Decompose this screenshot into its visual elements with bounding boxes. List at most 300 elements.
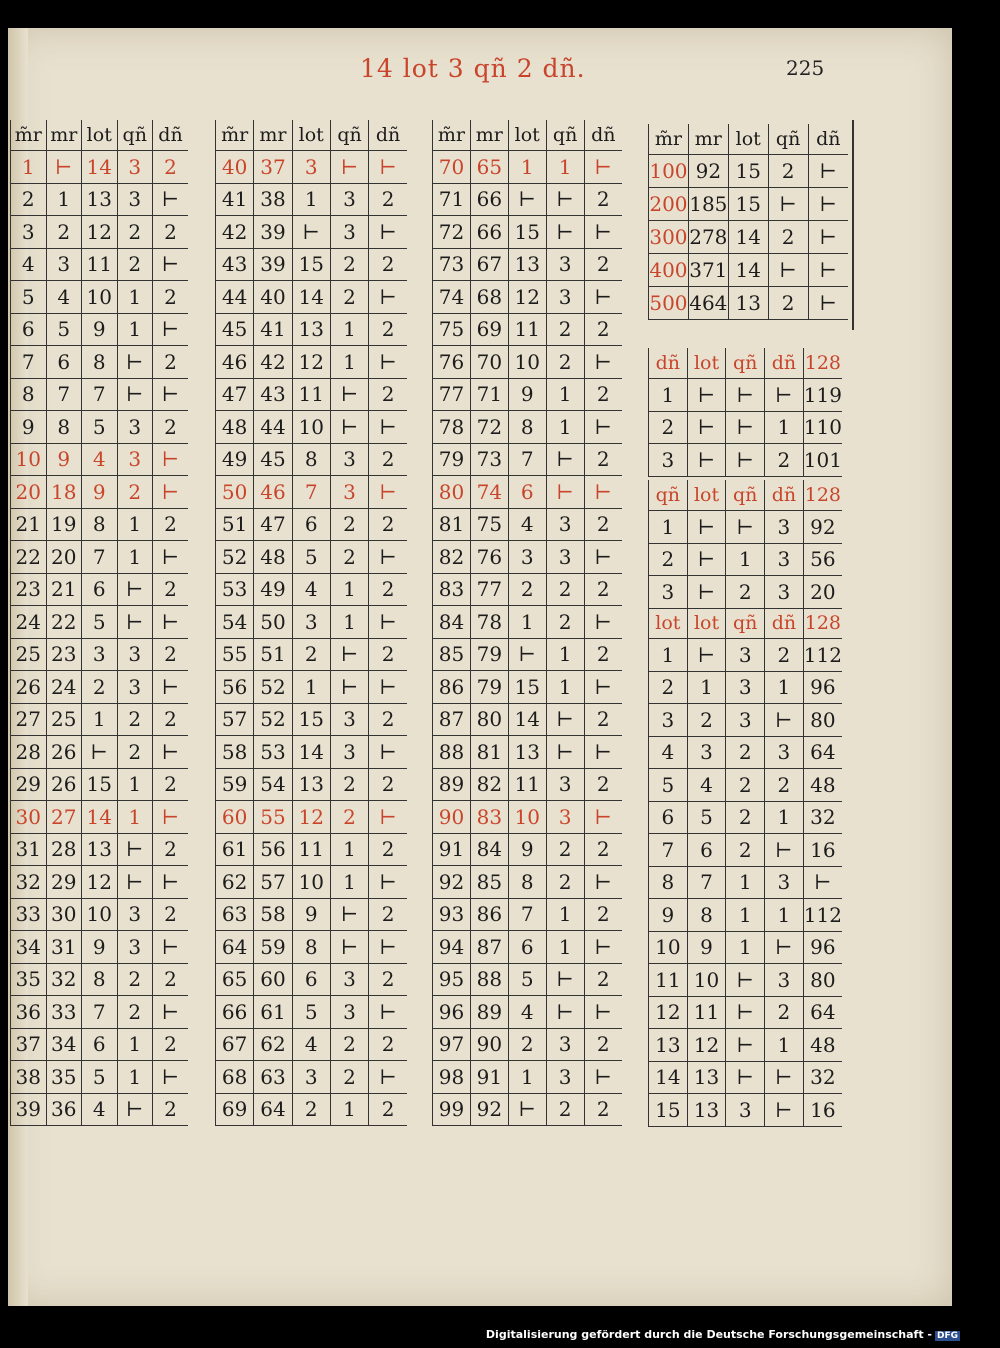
table-row [11,378,189,411]
table-cell: 54 [254,768,292,801]
table-cell: 76 [470,541,508,574]
table-cell: ⊢ [546,183,584,216]
table-row [11,833,189,866]
table-row [11,313,189,346]
table-cell: 2 [153,1093,189,1126]
table-cell: 10 [82,898,118,931]
table-cell: 9 [508,833,546,866]
table-row [433,151,623,184]
table-header-row [649,608,843,639]
table-cell: 90 [433,801,471,834]
table-row [433,1028,623,1061]
table-cell: 2 [330,768,368,801]
table-cell: 3 [765,543,804,576]
table-cell: ⊢ [330,671,368,704]
table-cell: 1 [117,1061,153,1094]
table-row [11,443,189,476]
table-cell: 80 [803,704,842,737]
table-cell: 14 [82,801,118,834]
table-row [433,768,623,801]
table-cell: 22 [11,541,47,574]
table-cell: 3 [117,898,153,931]
table-cell: 1 [117,768,153,801]
table-row [649,221,849,254]
table-cell: 2 [369,1093,407,1126]
table-row [649,736,843,769]
table-cell: 2 [768,155,808,188]
table-cell: 15 [649,1094,688,1127]
table-cell: ⊢ [117,606,153,639]
table-column-2 [215,120,407,1126]
table-cell: ⊢ [153,378,189,411]
table-cell: 2 [584,443,622,476]
table-cell: 2 [584,963,622,996]
column-header: lot [508,120,546,151]
table-cell: ⊢ [153,736,189,769]
table-row [216,1028,408,1061]
table-cell: 7 [11,346,47,379]
table-cell: 7 [508,898,546,931]
table-cell: 12 [292,801,330,834]
table-cell: 3 [330,216,368,249]
table-cell: 47 [216,378,254,411]
table-cell: 8 [687,899,726,932]
table-cell: 83 [433,573,471,606]
table-cell: 85 [433,638,471,671]
table-cell: 15 [292,703,330,736]
column-header: qñ [546,120,584,151]
table-cell: 15 [508,216,546,249]
table-column-1 [10,120,188,1126]
table-cell: 3 [765,964,804,997]
table-cell: 3 [726,671,765,704]
table-cell: 2 [153,963,189,996]
table-cell: 1 [649,379,688,412]
table-cell: 25 [46,703,82,736]
table-cell: 49 [254,573,292,606]
table-cell: 2 [369,248,407,281]
table-row [11,931,189,964]
table-row [11,703,189,736]
page-number: 225 [786,56,825,80]
table-cell: 7 [687,866,726,899]
table-cell: 2 [117,963,153,996]
table-cell: 69 [470,313,508,346]
table-cell: ⊢ [330,151,368,184]
table-row [11,1028,189,1061]
table-cell: 35 [11,963,47,996]
table-cell: 40 [254,281,292,314]
column-header: dñ [765,608,804,639]
table-cell: 2 [369,1028,407,1061]
table-cell: ⊢ [546,996,584,1029]
table-cell: 2 [546,866,584,899]
table-cell: 12 [687,1029,726,1062]
table-row [649,801,843,834]
table-cell: 112 [803,639,842,672]
table-cell: ⊢ [330,638,368,671]
table-cell: 2 [117,216,153,249]
table-cell: 80 [470,703,508,736]
table-row [216,1093,408,1126]
table-cell: 10 [11,443,47,476]
table-cell: 56 [216,671,254,704]
column-header: qñ [726,480,765,511]
table-cell: 2 [117,736,153,769]
table-cell: 10 [508,346,546,379]
table-cell: 1 [46,183,82,216]
table-cell: 2 [330,508,368,541]
table-cell: 9 [82,931,118,964]
table-row [433,833,623,866]
table-cell: 5 [11,281,47,314]
table-cell: 39 [11,1093,47,1126]
table-cell: 13 [292,768,330,801]
table-row [11,216,189,249]
table-row [216,768,408,801]
table-row [433,443,623,476]
table-cell: ⊢ [726,379,765,412]
table-cell: 101 [803,444,842,477]
table-cell: ⊢ [330,378,368,411]
table-row [433,606,623,639]
table-cell: 7 [649,834,688,867]
table-cell: 3 [292,606,330,639]
table-cell: 9 [687,931,726,964]
table-cell: 3 [765,736,804,769]
table-cell: 24 [11,606,47,639]
table-row [216,378,408,411]
table-cell: 2 [117,703,153,736]
table-cell: 6 [82,1028,118,1061]
table-cell: ⊢ [369,346,407,379]
table-cell: 35 [46,1061,82,1094]
table-cell: 4 [508,508,546,541]
table-cell: 2 [153,508,189,541]
table-row [649,411,843,444]
table-cell: 36 [11,996,47,1029]
table-cell: 32 [46,963,82,996]
table-cell: 21 [46,573,82,606]
table-cell: 1 [765,671,804,704]
table-cell: 2 [46,216,82,249]
table-cell: 55 [254,801,292,834]
table-cell: 36 [46,1093,82,1126]
table-cell: 7 [82,996,118,1029]
table-cell: 75 [470,508,508,541]
table-cell: 48 [803,769,842,802]
table-row [433,281,623,314]
table-cell: 3 [330,963,368,996]
table-cell: 61 [254,996,292,1029]
table-cell: 23 [46,638,82,671]
table-cell: 27 [46,801,82,834]
table-header-row [649,348,843,379]
table-cell: 15 [508,671,546,704]
table-cell: ⊢ [117,833,153,866]
column-header: m̃r [216,120,254,151]
table-cell: 80 [433,476,471,509]
table-cell: 1 [765,1029,804,1062]
table-cell: 2 [153,898,189,931]
table-cell: 14 [82,151,118,184]
table-cell: 29 [46,866,82,899]
table-cell: ⊢ [153,671,189,704]
table-cell: 5 [82,606,118,639]
table-cell: 2 [82,671,118,704]
table-cell: 26 [46,736,82,769]
table-cell: 1 [765,899,804,932]
table-cell: 1 [292,183,330,216]
column-header: lot [687,608,726,639]
table-row [433,216,623,249]
table-cell: 75 [433,313,471,346]
table-cell: 72 [433,216,471,249]
column-header: 128 [803,608,842,639]
table-cell: 3 [46,248,82,281]
table-cell: 14 [292,281,330,314]
column-header: m̃r [11,120,47,151]
table-cell: 14 [292,736,330,769]
table-cell: 8 [649,866,688,899]
table-row [216,346,408,379]
table-cell: 2 [584,248,622,281]
table-cell: 11 [508,768,546,801]
table-cell: ⊢ [508,1093,546,1126]
table-cell: 90 [470,1028,508,1061]
table-cell: 33 [46,996,82,1029]
table-cell: 371 [688,254,728,287]
table-row [649,866,843,899]
table-cell: 48 [254,541,292,574]
table-cell: 11 [649,964,688,997]
table-row [11,508,189,541]
table-row [216,606,408,639]
table-cell: 7 [508,443,546,476]
table-cell: 1 [546,638,584,671]
table-cell: ⊢ [117,866,153,899]
table-cell: 20 [46,541,82,574]
table-cell: 8 [82,508,118,541]
table-cell: 8 [82,963,118,996]
table-cell: 29 [11,768,47,801]
table-row [216,833,408,866]
table-cell: 39 [254,248,292,281]
table-header-row [433,120,623,151]
table-cell: ⊢ [584,606,622,639]
table-cell: 66 [216,996,254,1029]
table-row [649,931,843,964]
column-header: lot [687,348,726,379]
table-cell: 2 [369,508,407,541]
table-cell: 1 [546,671,584,704]
table-cell: 2 [546,573,584,606]
table-cell: 4 [46,281,82,314]
table-cell: 3 [765,866,804,899]
table-cell: ⊢ [726,411,765,444]
table-cell: 3 [117,151,153,184]
table-row [433,638,623,671]
table-cell: 1 [117,313,153,346]
table-cell: 88 [433,736,471,769]
page-header-title: 14 lot 3 qñ 2 dñ. [360,54,586,83]
table-cell: ⊢ [584,996,622,1029]
table-cell: 92 [470,1093,508,1126]
table-cell: 1 [546,151,584,184]
table-cell: 97 [433,1028,471,1061]
table-cell: ⊢ [369,281,407,314]
table-cell: 7 [82,541,118,574]
table-cell: 3 [117,411,153,444]
table-cell: 13 [82,833,118,866]
table-cell: 71 [433,183,471,216]
table-cell: 3 [546,801,584,834]
table-cell: ⊢ [330,898,368,931]
table-row [216,248,408,281]
table-cell: 60 [254,963,292,996]
column-header: qñ [117,120,153,151]
table-row [11,573,189,606]
table-cell: 25 [11,638,47,671]
table-cell: 15 [728,155,768,188]
table-cell: 2 [117,476,153,509]
table-cell: 2 [330,281,368,314]
table-cell: 1 [649,511,688,544]
table-cell: 2 [369,898,407,931]
table-cell: 92 [433,866,471,899]
table-cell: ⊢ [584,216,622,249]
table-cell: 5 [82,411,118,444]
table-cell: 82 [433,541,471,574]
table-cell: ⊢ [369,736,407,769]
table-cell: 3 [117,183,153,216]
digitization-credit [486,1328,960,1341]
table-cell: 13 [508,736,546,769]
table-cell: 34 [11,931,47,964]
table-cell: 40 [216,151,254,184]
table-row [216,703,408,736]
table-cell: 1 [726,543,765,576]
table-cell: 2 [117,996,153,1029]
table-cell: 2 [584,508,622,541]
table-cell: 68 [470,281,508,314]
table-cell: ⊢ [584,866,622,899]
table-cell: 28 [46,833,82,866]
table-cell: ⊢ [808,221,848,254]
table-cell: 13 [687,1061,726,1094]
column-header: dñ [808,124,848,155]
table-cell: 5 [292,541,330,574]
table-cell: 81 [470,736,508,769]
table-cell: ⊢ [153,801,189,834]
table-cell: 2 [649,411,688,444]
table-cell: 15 [292,248,330,281]
table-cell: 7 [46,378,82,411]
table-cell: 3 [726,1094,765,1127]
dfg-logo: DFG [936,1331,958,1341]
table-cell: 64 [254,1093,292,1126]
column-header: dñ [765,480,804,511]
table-cell: 71 [470,378,508,411]
table-cell: 3 [726,639,765,672]
table-cell: 2 [726,801,765,834]
table-cell: 32 [11,866,47,899]
table-row [216,216,408,249]
table-cell: ⊢ [546,443,584,476]
table-row [649,287,849,320]
table-cell: 38 [254,183,292,216]
table-cell: 1 [546,931,584,964]
table-cell: 11 [292,378,330,411]
table-cell: 83 [470,801,508,834]
table-cell: 2 [330,1028,368,1061]
table-cell: 1 [330,866,368,899]
table-cell: 13 [728,287,768,320]
table-cell: 1 [726,899,765,932]
table-cell: 56 [803,543,842,576]
table-cell: 9 [82,313,118,346]
table-row [433,996,623,1029]
table-cell: ⊢ [153,866,189,899]
table-cell: 81 [433,508,471,541]
table-cell: ⊢ [117,378,153,411]
table-cell: 86 [433,671,471,704]
table-cell: 4 [292,573,330,606]
table-cell: 28 [11,736,47,769]
table-cell: ⊢ [765,931,804,964]
table-row [649,379,843,412]
table-cell: 33 [11,898,47,931]
table-cell: 500 [649,287,689,320]
table-cell: 2 [369,638,407,671]
table-cell: ⊢ [153,183,189,216]
table-header-row [216,120,408,151]
table-cell: ⊢ [46,151,82,184]
table-cell: ⊢ [584,281,622,314]
table-cell: 3 [765,576,804,609]
table-cell: ⊢ [803,866,842,899]
table-cell: 1 [292,671,330,704]
table-cell: 46 [254,476,292,509]
table-cell: 2 [584,183,622,216]
table-cell: 1 [117,281,153,314]
table-cell: 2 [765,769,804,802]
table-row [11,151,189,184]
table-row [433,541,623,574]
table-cell: ⊢ [546,736,584,769]
table-cell: ⊢ [726,1029,765,1062]
table-cell: 2 [584,703,622,736]
column-header: 128 [803,480,842,511]
table-row [433,508,623,541]
table-cell: 3 [117,931,153,964]
table-cell: 3 [649,576,688,609]
table-cell: ⊢ [330,411,368,444]
table-cell: 1 [117,1028,153,1061]
table-cell: 1 [117,541,153,574]
table-column-3 [432,120,622,1126]
table-cell: 1 [330,346,368,379]
table-cell: 3 [117,671,153,704]
table-cell: 12 [508,281,546,314]
table-row [11,248,189,281]
table-row [649,639,843,672]
table-cell: 43 [216,248,254,281]
table-cell: 11 [508,313,546,346]
table-row [216,313,408,346]
table-cell: 3 [82,638,118,671]
table-cell: 2 [726,736,765,769]
